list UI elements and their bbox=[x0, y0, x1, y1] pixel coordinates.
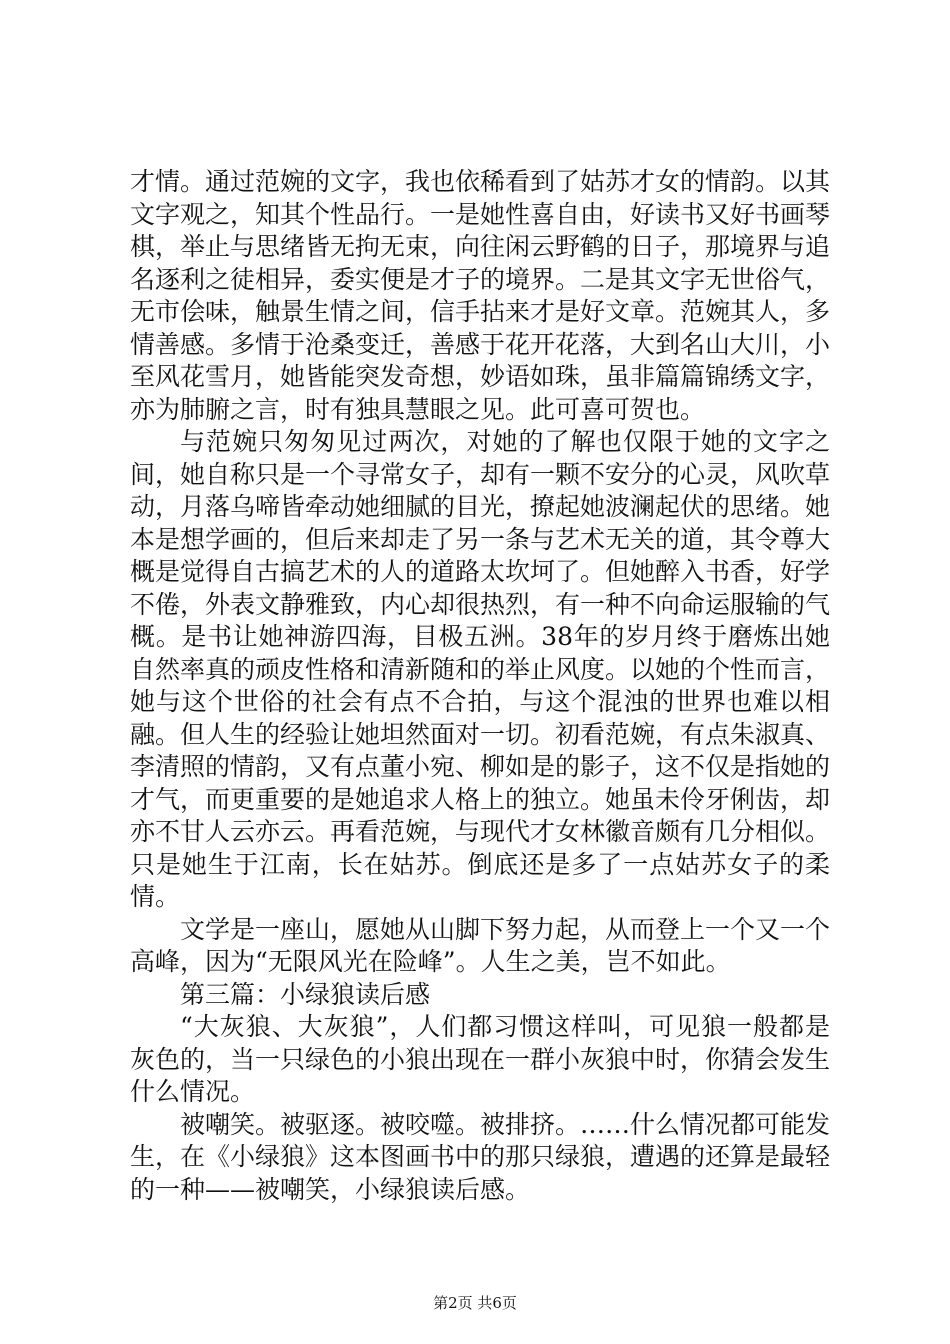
page-number-footer: 第2页 共6页 bbox=[433, 1294, 517, 1312]
paragraph-grey-wolf: “大灰狼、大灰狼”，人们都习惯这样叫，可见狼一般都是灰色的，当一只绿色的小狼出现在一群小灰狼中时，你猜会发生什么情况。 bbox=[130, 1012, 831, 1106]
paragraph-literature-mountain: 文学是一座山，愿她从山脚下努力起，从而登上一个又一个高峰，因为“无限风光在险峰”。人生之美，岂不如此。 bbox=[130, 914, 831, 976]
paragraph-mocked: 被嘲笑。被驱逐。被咬噬。被排挤。……什么情况都可能发生，在《小绿狼》这本图画书中的那只绿狼，遭遇的还算是最轻的一种——被嘲笑，小绿狼读后感。 bbox=[130, 1109, 831, 1204]
paragraph-fan-wan: 与范婉只匆匆见过两次，对她的了解也仅限于她的文字之间，她自称只是一个寻常女子，却有一颗不安分的心灵，风吹草动，月落乌啼皆牵动她细腻的目光，撩起她波澜起伏的思绪。她本是想学画的，但后来却走了另一条与艺术无关的道，其令尊大概是觉得自古搞艺术的人的道路太坎坷了。但她醉入书香，好学不倦，外表文静雅致，内心却很热烈，有一种不向命运服输的气概。是书让她神游四海，目极五洲。38年的岁月终于磨炼出她自然率真的顽皮性格和清新随和的举止风度。以她的个性而言，她与这个世俗的社会有点不合拍，与这个混浊的世界也难以相融。但人生的经验让她坦然面对一切。初看范婉，有点朱淑真、李清照的情韵，又有点董小宛、柳如是的影子，这不仅是指她的才气，而更重要的是她追求人格上的独立。她虽未伶牙俐齿，却亦不甘人云亦云。再看范婉，与现代才女林徽音颇有几分相似。只是她生于江南，长在姑苏。倒底还是多了一点姑苏女子的柔情。 bbox=[130, 427, 831, 911]
section-heading: 第三篇：小绿狼读后感 bbox=[180, 979, 431, 1009]
document-body bbox=[130, 166, 830, 1206]
paragraph-continuation: 才情。通过范婉的文字，我也依稀看到了姑苏才女的情韵。以其文字观之，知其个性品行。一是她性喜自由，好读书又好书画琴棋，举止与思绪皆无拘无束，向往闲云野鹤的日子，那境界与追名逐利之徒相异，委实便是才子的境界。二是其文字无世俗气，无市侩味，触景生情之间，信手拈来才是好文章。范婉其人，多情善感。多情于沧桑变迁，善感于花开花落，大到名山大川，小至风花雪月，她皆能突发奇想，妙语如珠，虽非篇篇锦绣文字，亦为肺腑之言，时有独具慧眼之见。此可喜可贺也。 bbox=[130, 167, 831, 424]
